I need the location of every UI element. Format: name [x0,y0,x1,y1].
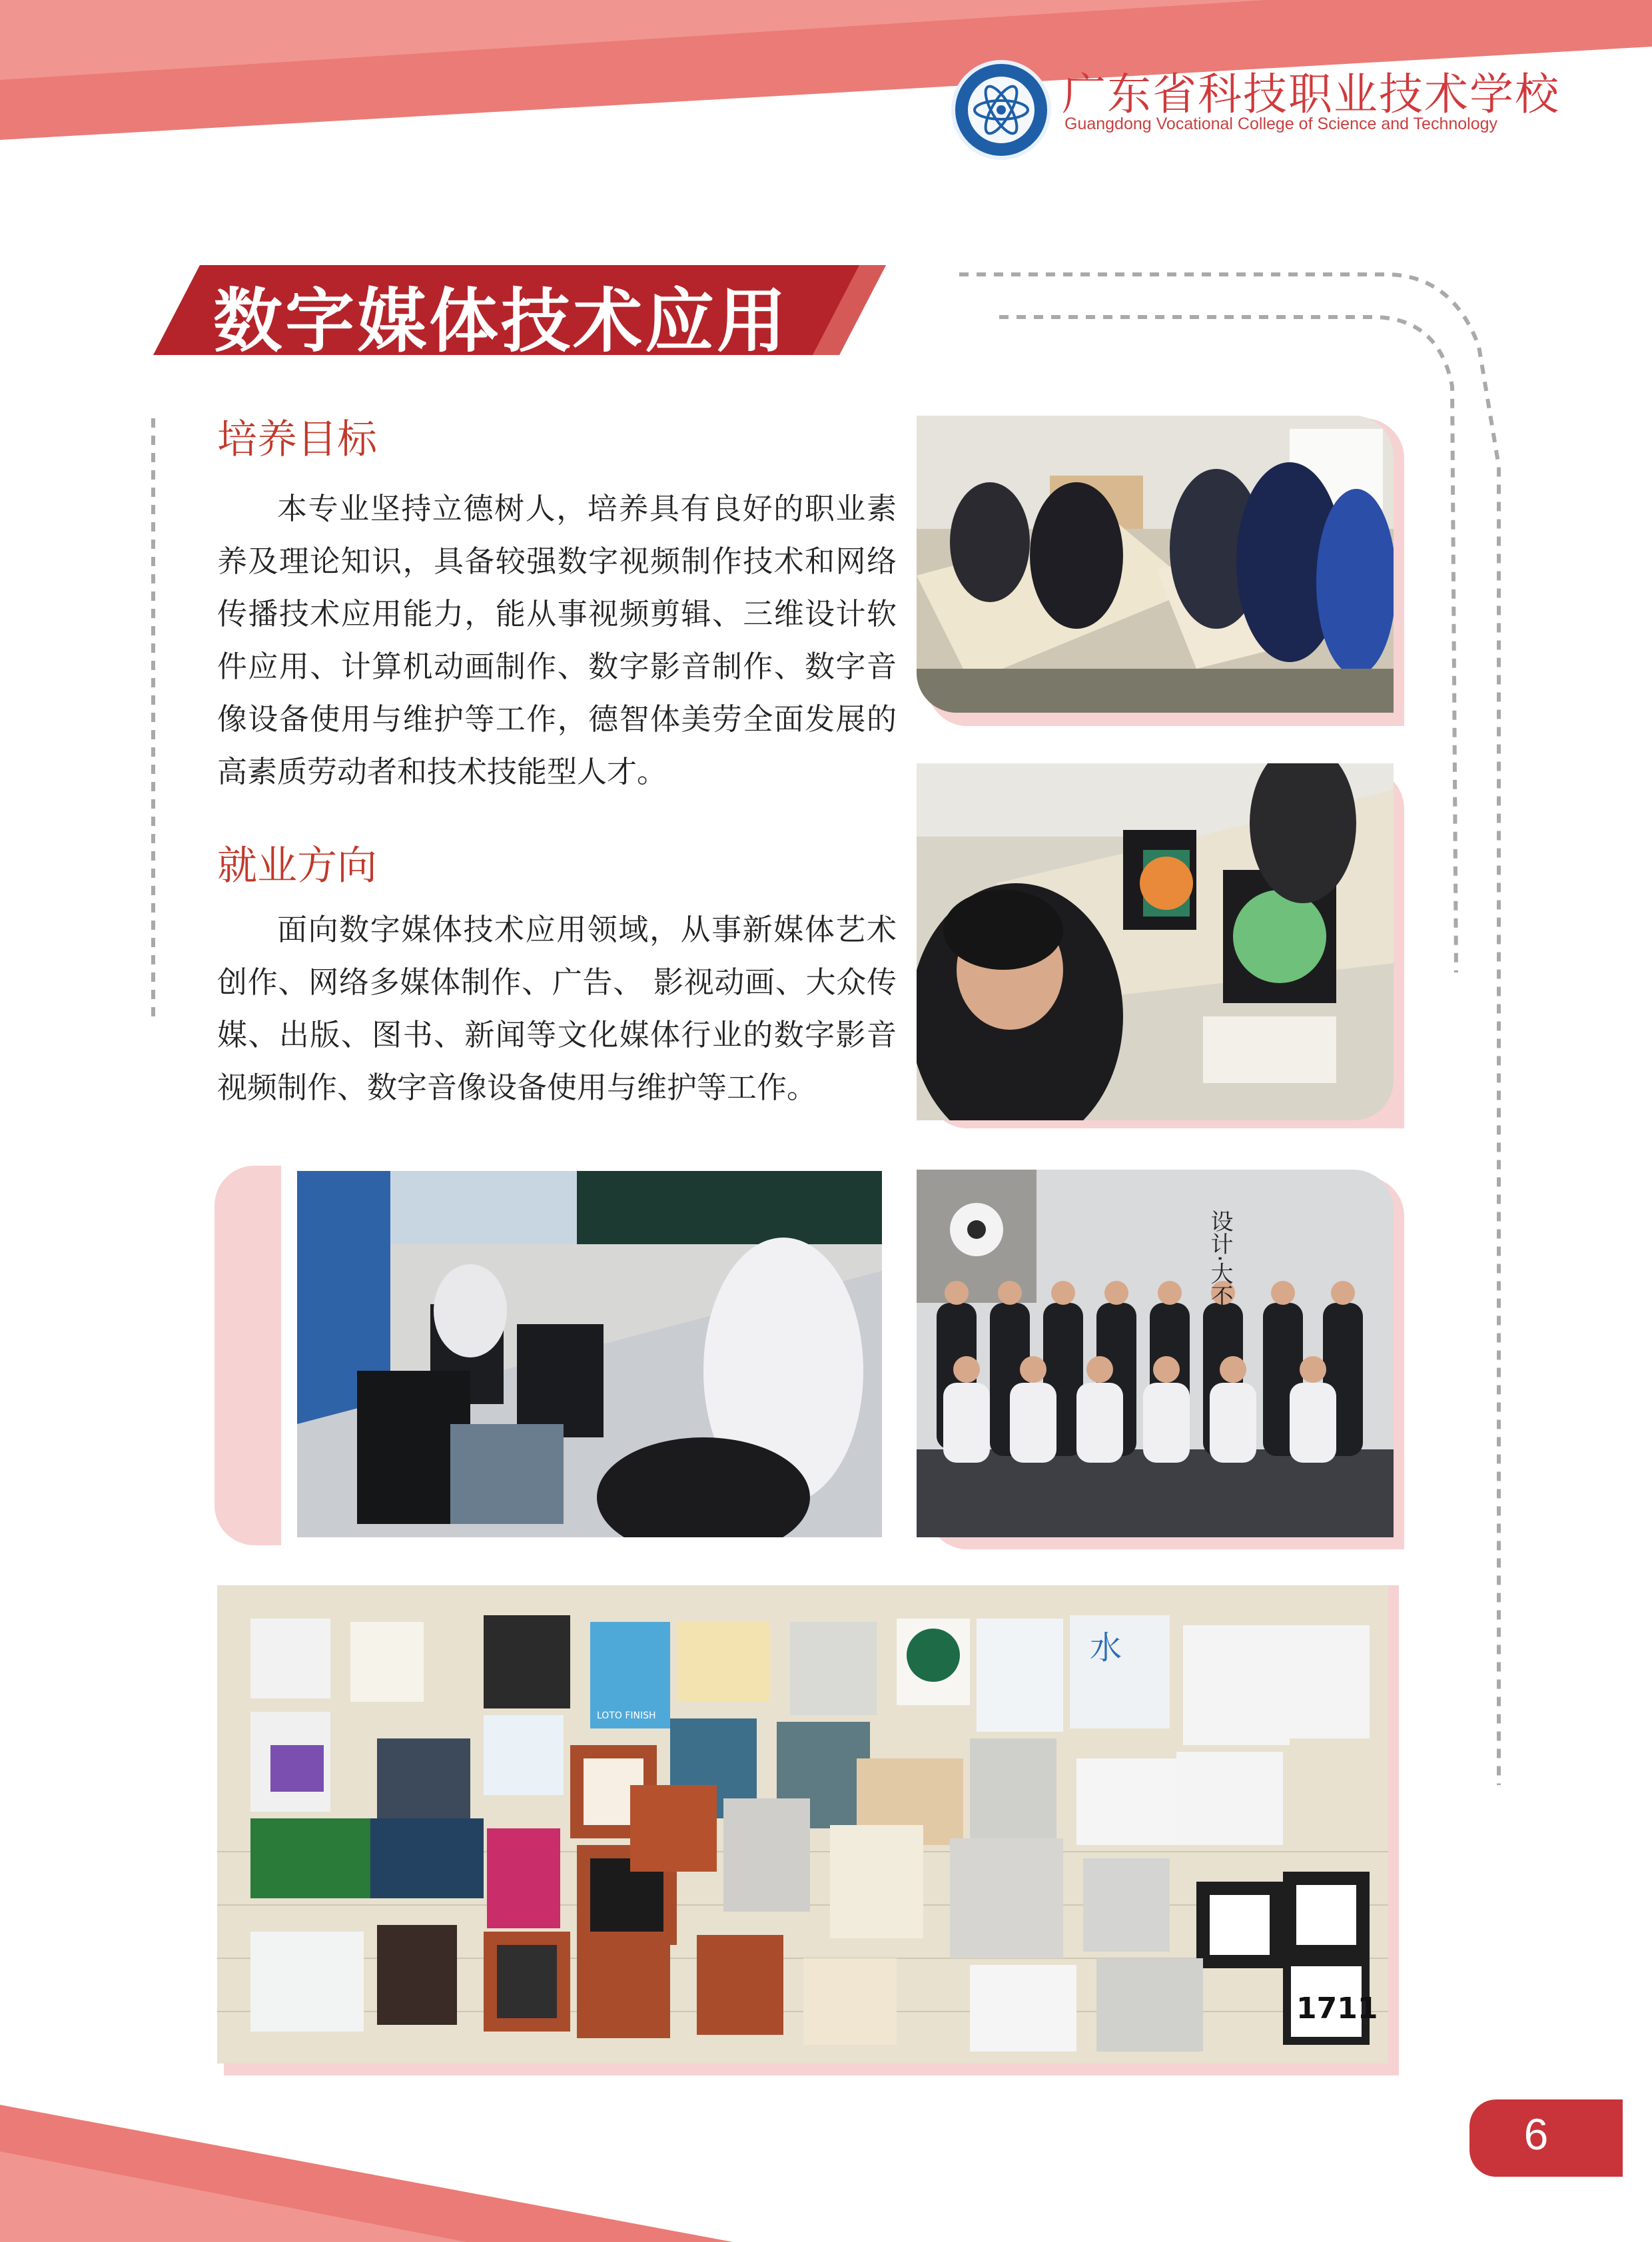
photo-group [917,1170,1394,1537]
photo-shadow [214,1166,281,1545]
school-name-cn: 广东省科技职业技术学校 [1062,69,1560,120]
page-number: 6 [1523,2109,1549,2159]
school-name-en: Guangdong Vocational College of Science and Technology [1064,115,1498,133]
section-heading-training-goals: 培养目标 [217,416,377,463]
photo-computer-lab-2 [297,1171,882,1537]
page-title: 数字媒体技术应用 [213,280,789,362]
photo-artwork-wall [217,1585,1388,2063]
section-body-training-goals: 本专业坚持立德树人，培养具有良好的职业素养及理论知识，具备较强数字视频制作技术和网络传播技术应用能力，能从事视频剪辑、三维设计软件应用、计算机动画制作、数字影音制作、数字音像设备使用与维护等工作，德智体美劳全面发展的高素质劳动者和技术技能型人才。 [217,491,897,789]
sign-text: 设计·大不 [1206,1210,1233,1308]
section-body-employment: 面向数字媒体技术应用领域，从事新媒体艺术创作、网络多媒体制作、广告、 影视动画、大众传媒、出版、图书、新闻等文化媒体行业的数字影音视频制作、数字音像设备使用与维护等工作。 [217,912,897,1105]
artwork-label: 1711 [1296,1992,1378,2026]
section-heading-employment: 就业方向 [217,843,377,889]
artwork-label: 水 [1090,1629,1122,1667]
photo-classroom-drawing [917,416,1394,713]
artwork-label: LOTO FINISH [597,1710,656,1721]
photo-computer-lab [917,763,1394,1120]
